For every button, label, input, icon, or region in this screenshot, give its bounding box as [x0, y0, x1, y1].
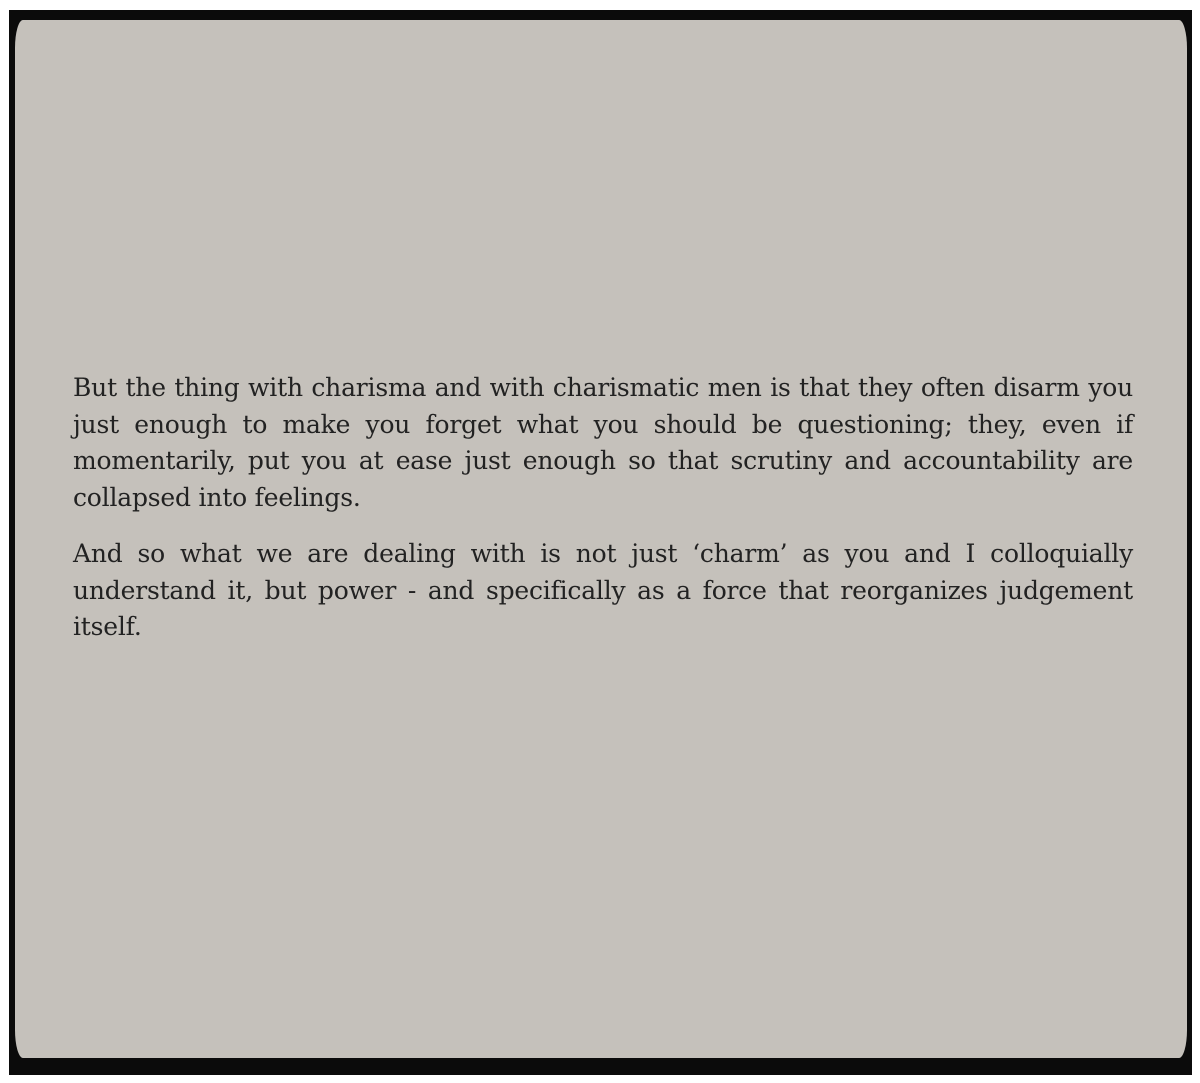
document-page [15, 20, 1187, 1058]
body-text [73, 370, 1133, 666]
paragraph-1: But the thing with charisma and with charismatic men is that they often disarm you just enough to make you forget what you should be questioning; they, even if momentarily, put you at ease just enough so that scrutiny and accountability are collapsed into feelings. [73, 373, 1133, 512]
paragraph-2: And so what we are dealing with is not just ‘charm’ as you and I colloquially understand it, but power - and specifically as a force that reorganizes judgement itself. [73, 539, 1133, 641]
